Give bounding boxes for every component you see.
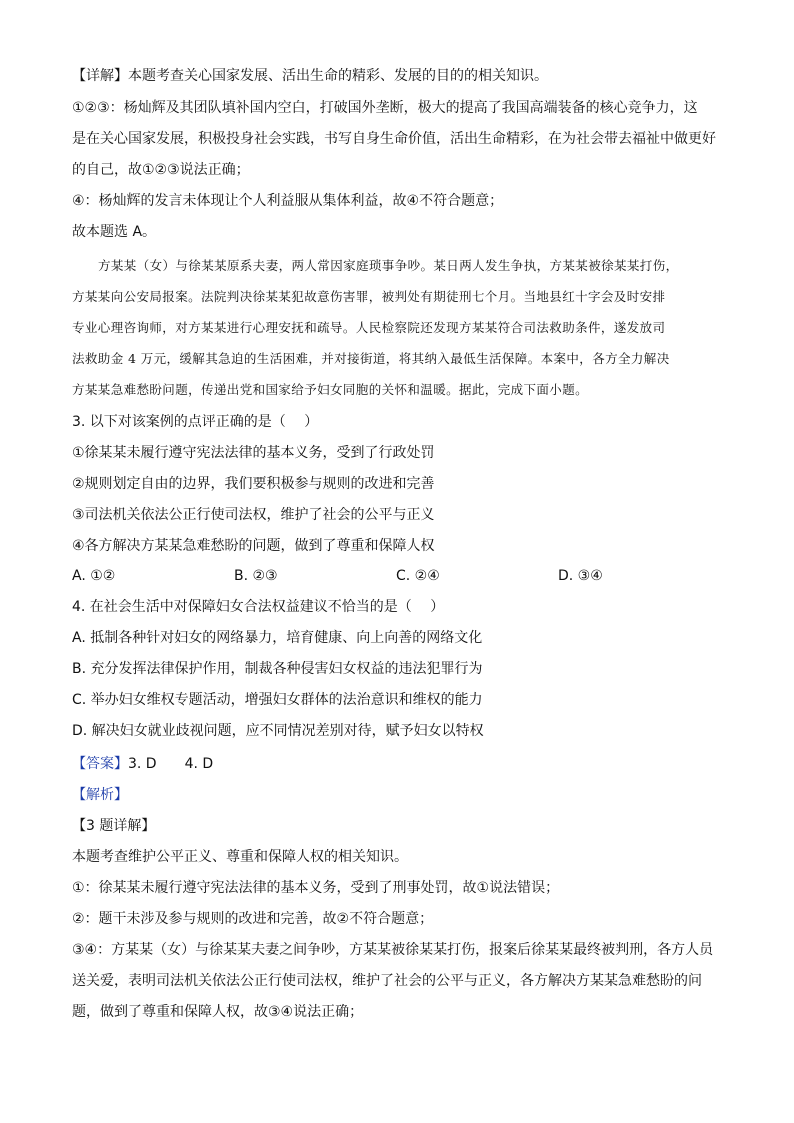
analysis-label [72,785,128,805]
explain-line: 题，做到了尊重和保障人权，故③④说法正确； [72,1004,364,1020]
question-3-option-b: B. ②③ [234,568,278,584]
answer-label: 【答案】 [72,756,128,772]
case-passage [72,250,762,405]
passage-line: 方某某急难愁盼问题，传递出党和国家给予妇女同胞的关怀和温暖。据此，完成下面小题。 [72,382,589,397]
explain-title: 【3 题详解】 [72,818,156,834]
analysis-label-text: 【解析】 [72,787,128,803]
question-3-item: ①徐某某未履行遵守宪法法律的基本义务，受到了行政处罚 [72,445,435,461]
detail-conclusion: 故本题选 A。 [72,224,157,240]
answer-line [72,754,213,774]
question-3-stem: 3. 以下对该案例的点评正确的是（ ） [72,414,319,430]
question-3-option-a: A. ①② [72,568,116,584]
passage-line: 专业心理咨询师，对方某某进行心理安抚和疏导。人民检察院还发现方某某符合司法救助条件，遂发放司 [72,320,666,335]
explain-intro: 本题考查维护公平正义、尊重和保障人权的相关知识。 [72,849,408,865]
passage-line: 方某某向公安局报案。法院判决徐某某犯故意伤害罪，被判处有期徒刑七个月。当地县红十字会及时安排 [72,289,666,304]
passage-line: 方某某（女）与徐某某原系夫妻，两人常因家庭琐事争吵。某日两人发生争执，方某某被徐某某打伤， [98,258,679,273]
passage-line: 法救助金 4 万元，缓解其急迫的生活困难，并对接街道，将其纳入最低生活保障。本案中，各方全力解决 [72,351,670,366]
question-3-item: ②规则划定自由的边界，我们要积极参与规则的改进和完善 [72,476,435,492]
answer-text: 3. D 4. D [128,756,214,772]
detail-line: 是在关心国家发展，积极投身社会实践，书写自身生命价值，活出生命精彩，在为社会带去福祉中做更好 [72,131,716,147]
explain-line: ①：徐某某未履行遵守宪法法律的基本义务，受到了刑事处罚，故①说法错误； [72,880,560,896]
explain-line: 送关爱，表明司法机关依法公正行使司法权，维护了社会的公平与正义，各方解决方某某急难愁盼的问 [72,973,702,989]
question-4-option-d: D. 解决妇女就业歧视问题，应不同情况差别对待，赋予妇女以特权 [72,723,484,739]
detail-intro: 【详解】本题考查关心国家发展、活出生命的精彩、发展的目的的相关知识。 [72,68,548,84]
question-3-item: ④各方解决方某某急难愁盼的问题，做到了尊重和保障人权 [72,538,435,554]
question-4-option-c: C. 举办妇女维权专题活动，增强妇女群体的法治意识和维权的能力 [72,692,483,708]
question-3-option-d: D. ③④ [558,568,603,584]
explain-line: ②：题干未涉及参与规则的改进和完善，故②不符合题意； [72,911,434,927]
explain-line: ③④：方某某（女）与徐某某夫妻之间争吵，方某某被徐某某打伤，报案后徐某某最终被判刑，各方人员 [72,942,714,958]
question-3-item: ③司法机关依法公正行使司法权，维护了社会的公平与正义 [72,507,435,523]
question-4-option-b: B. 充分发挥法律保护作用，制裁各种侵害妇女权益的违法犯罪行为 [72,661,483,677]
detail-line: ①②③：杨灿辉及其团队填补国内空白，打破国外垄断，极大的提高了我国高端装备的核心竞争力，这 [72,100,698,116]
question-4-option-a: A. 抵制各种针对妇女的网络暴力，培育健康、向上向善的网络文化 [72,630,483,646]
question-3-option-c: C. ②④ [396,568,440,584]
detail-line: ④：杨灿辉的发言未体现让个人利益服从集体利益，故④不符合题意； [72,193,504,209]
detail-line: 的自己，故①②③说法正确； [72,162,250,178]
question-4-stem: 4. 在社会生活中对保障妇女合法权益建议不恰当的是（ ） [72,599,445,615]
